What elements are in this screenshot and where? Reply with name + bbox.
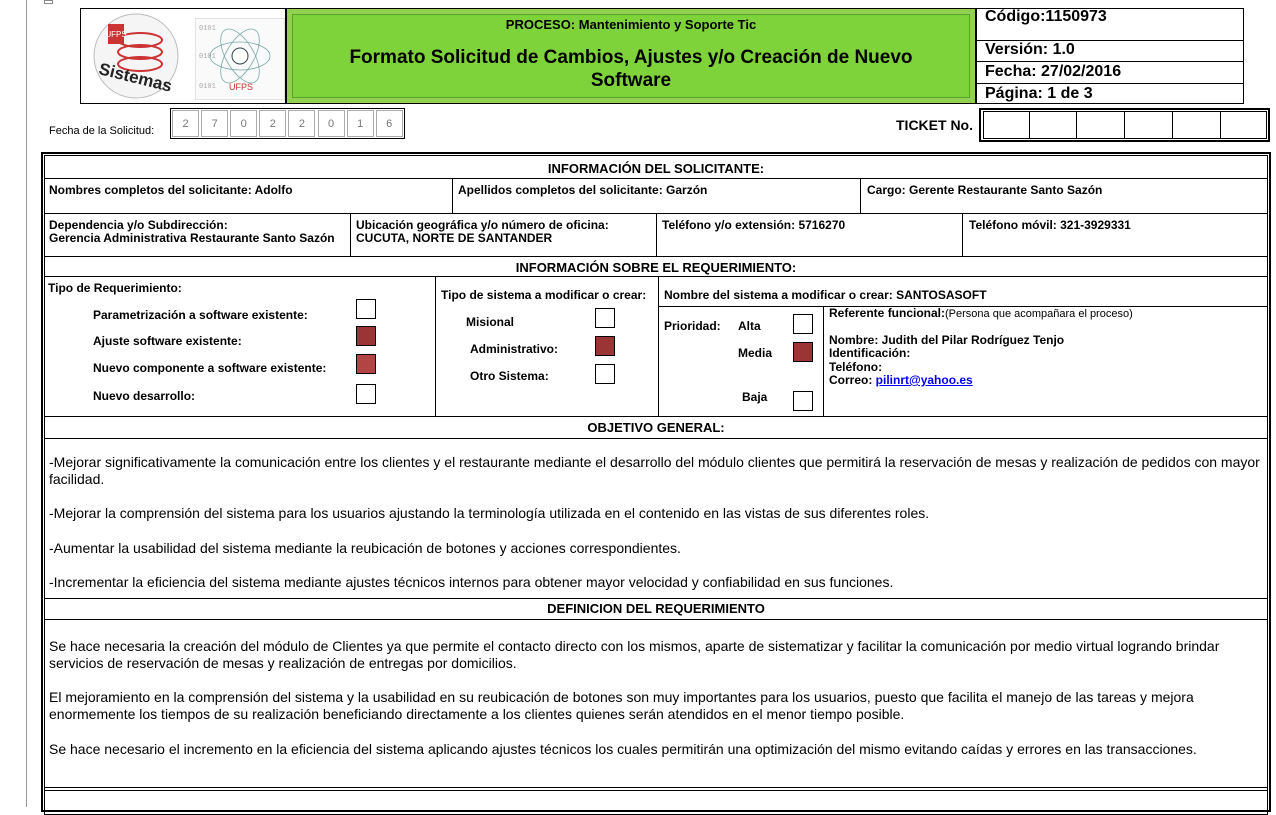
objective-paragraph: -Aumentar la usabilidad del sistema mediante la reubicación de botones y acciones correspondientes. <box>49 540 681 556</box>
referent-email-link[interactable]: pilinrt@yahoo.es <box>875 373 973 387</box>
system-other-checkbox[interactable] <box>595 364 615 384</box>
applicant-section-title: INFORMACIÓN DEL SOLICITANTE: <box>547 161 765 176</box>
definition-paragraph: El mejoramiento en la comprensión del sistema y la usabilidad en su reubicación de botones son muy importantes para los usuarios, puesto que facilita el manejo de las tareas y mejora enormemente los tiempos de su realización beneficiando directamente a los clientes quienes serán atendidos en el menor tiempo posible. <box>49 689 1194 722</box>
priority-high-checkbox[interactable] <box>793 314 813 334</box>
ufps-logo-text: UFPS <box>229 82 254 92</box>
type-adjust-checkbox[interactable] <box>356 326 376 346</box>
systems-logo-word: Sistemas <box>96 59 174 96</box>
type-new-component-checkbox[interactable] <box>356 354 376 374</box>
dependency-value: Gerencia Administrativa Restaurante Santo Sazón <box>49 231 335 245</box>
request-date-digit[interactable]: 1 <box>347 110 374 137</box>
objective-paragraph: -Mejorar la comprensión del sistema para los usuarios ajustando la terminología utilizada en el contenido en las vistas de sus diferentes roles. <box>49 505 930 521</box>
system-type-label: Tipo de sistema a modificar o crear: <box>441 288 647 302</box>
priority-option-label: Media <box>738 346 773 360</box>
system-option-label: Otro Sistema: <box>470 369 549 383</box>
request-date-digit[interactable]: 0 <box>318 110 345 137</box>
requirement-section-title: INFORMACIÓN SOBRE EL REQUERIMIENTO: <box>515 260 797 275</box>
svg-text:0101: 0101 <box>199 53 216 61</box>
referent-name: Nombre: Judith del Pilar Rodríguez Tenjo <box>829 333 1065 347</box>
priority-option-label: Alta <box>738 319 761 333</box>
request-date-digit[interactable]: 2 <box>172 110 199 137</box>
request-date-label: Fecha de la Solicitud: <box>49 125 155 137</box>
dependency-label: Dependencia y/o Subdirección: <box>49 218 228 232</box>
applicant-surnames: Apellidos completos del solicitante: Garzón <box>458 183 708 197</box>
definition-section-title: DEFINICION DEL REQUERIMIENTO <box>547 601 765 616</box>
objective-paragraph: -Incrementar la eficiencia del sistema mediante ajustes técnicos internos para obtener mayor velocidad y confiabilidad en sus funciones. <box>49 574 894 590</box>
request-date-digit[interactable]: 2 <box>288 110 315 137</box>
request-date-digit[interactable]: 6 <box>376 110 403 137</box>
request-date-digit[interactable]: 0 <box>230 110 257 137</box>
type-parametrization-checkbox[interactable] <box>356 299 376 319</box>
priority-medium-checkbox[interactable] <box>793 342 813 362</box>
system-option-label: Administrativo: <box>470 342 559 356</box>
request-date-digit[interactable]: 2 <box>259 110 286 137</box>
mobile-phone: Teléfono móvil: 321-3929331 <box>969 218 1131 232</box>
type-option-label: Parametrización a software existente: <box>93 308 308 322</box>
objective-paragraph: -Mejorar significativamente la comunicación entre los clientes y el restaurante mediante el desarrollo del módulo clientes que permitirá la reservación de mesas y realización de pedidos con mayor facilidad. <box>49 454 1260 487</box>
phone-extension: Teléfono y/o extensión: 5716270 <box>662 218 846 232</box>
applicant-names: Nombres completos del solicitante: Adolfo <box>49 183 293 197</box>
process-label: PROCESO: Mantenimiento y Soporte Tic <box>505 17 757 32</box>
referent-header <box>829 306 1133 320</box>
requirement-type-label: Tipo de Requerimiento: <box>48 281 182 295</box>
type-option-label: Ajuste software existente: <box>93 334 242 348</box>
priority-low-checkbox[interactable] <box>793 391 813 411</box>
doc-code: Código:1150973 <box>985 8 1107 25</box>
svg-text:UFPS: UFPS <box>105 30 127 39</box>
ticket-boxes[interactable] <box>983 111 1267 139</box>
type-new-development-checkbox[interactable] <box>356 384 376 404</box>
page-corner-marker <box>44 0 53 4</box>
priority-label: Prioridad: <box>664 319 721 333</box>
applicant-position: Cargo: Gerente Restaurante Santo Sazón <box>867 183 1103 197</box>
request-date-digit[interactable]: 7 <box>201 110 228 137</box>
svg-text:0101: 0101 <box>199 25 216 33</box>
system-administrative-checkbox[interactable] <box>595 336 615 356</box>
priority-option-label: Baja <box>742 390 768 404</box>
document-title: Formato Solicitud de Cambios, Ajustes y/o Creación de Nuevo Software <box>349 47 913 91</box>
doc-version: Versión: 1.0 <box>985 41 1075 58</box>
ticket-label: TICKET No. <box>896 117 973 133</box>
definition-paragraph: Se hace necesario el incremento en la eficiencia del sistema aplicando ajustes técnicos los cuales permitirán una optimización del mismo evitando caídas y errores en las transacciones. <box>49 741 1197 757</box>
location-label: Ubicación geográfica y/o número de oficina: <box>356 218 609 232</box>
page-edge <box>26 0 27 807</box>
system-misional-checkbox[interactable] <box>595 308 615 328</box>
objective-section-title: OBJETIVO GENERAL: <box>587 420 725 435</box>
svg-text:0101: 0101 <box>199 83 216 91</box>
referent-id: Identificación: <box>829 346 911 360</box>
referent-phone: Teléfono: <box>829 360 883 374</box>
doc-page: Página: 1 de 3 <box>985 85 1093 102</box>
type-option-label: Nuevo componente a software existente: <box>93 361 327 375</box>
referent-label: Referente funcional: <box>829 306 946 320</box>
type-option-label: Nuevo desarrollo: <box>93 389 196 403</box>
system-name: Nombre del sistema a modificar o crear: SANTOSASOFT <box>664 288 987 302</box>
doc-date: Fecha: 27/02/2016 <box>985 63 1122 80</box>
location-value: CUCUTA, NORTE DE SANTANDER <box>356 231 553 245</box>
referent-email-label: Correo: <box>829 373 876 387</box>
system-option-label: Misional <box>466 315 515 329</box>
definition-paragraph: Se hace necesaria la creación del módulo de Clientes ya que permite el contacto directo con los mismos, aparte de sistematizar y facilitar la comunicación por medio virtual logrando brindar servicios de reservación de mesas y realización de entregas por domicilios. <box>49 638 1220 671</box>
referent-email-row <box>829 373 973 387</box>
referent-note: (Persona que acompañara el proceso) <box>945 308 1133 320</box>
